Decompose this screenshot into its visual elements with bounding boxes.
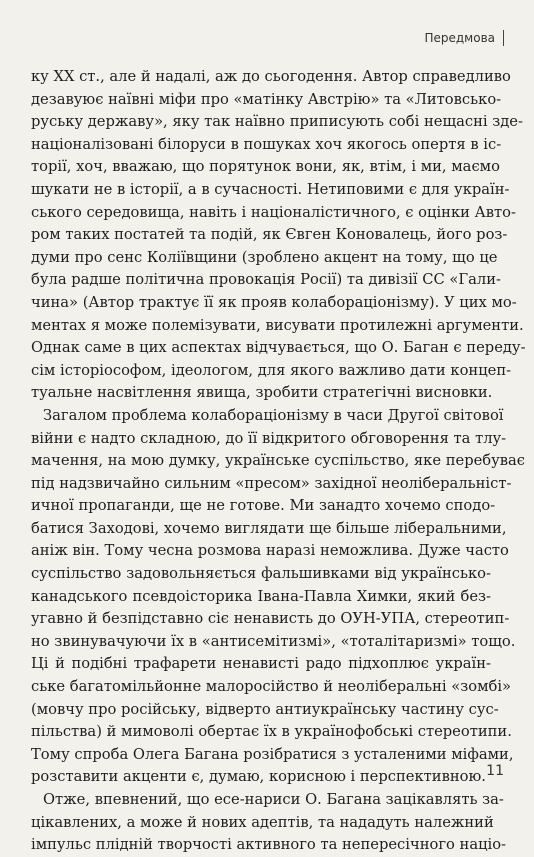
text-line: під надзвичайно сильним «пресом» західної неоліберальніст- <box>31 474 512 492</box>
text-line: Отже, впевнений, що есе-нариси О. Багана зацікавлять за- <box>43 791 504 808</box>
text-line: Ці й подібні трафарети ненависті радо підхоплює україн- <box>31 655 491 673</box>
text-line: Загалом проблема колабораціонізму в часи Другої світової <box>43 406 504 424</box>
text-line: мачення, на мою думку, українське суспільство, яке перебуває <box>31 452 526 470</box>
text-line: війни є надто складною, до її відкритого обговорення та тлу- <box>31 429 507 447</box>
text-line: шукати не в історії, а в сучасності. Нетиповими є для україн- <box>31 180 510 198</box>
text-line: цікавлених, а може й нових адептів, та нададуть належний <box>31 813 494 831</box>
text-line: туальне насвітлення явища, зробити стратегічні висновки. <box>31 384 493 402</box>
text-line: сім історіософом, ідеологом, для якого важливо дати концеп- <box>31 361 512 379</box>
running-head: Передмова <box>424 30 504 46</box>
text-line: ське багатомільйонне малоросійство й неоліберальні «зомбі» <box>31 678 512 696</box>
text-line: батися Заходові, хочемо виглядати ще більше ліберальними, <box>31 519 507 537</box>
text-line: ку XX ст., але й надалі, аж до сьогодення. Автор справедливо <box>31 68 511 85</box>
text-line: була радше політична провокація Росії) та дивізії СС «Гали- <box>31 271 501 289</box>
text-line: ментах я може полемізувати, висувати протилежні аргументи. <box>31 316 524 334</box>
text-line: пільства) й мимоволі обертає їх в українофобські стереотипи. <box>31 723 512 741</box>
text-line: аніж він. Тому чесна розмова наразі неможлива. Дуже часто <box>31 542 509 560</box>
page-number: 11 <box>486 763 504 779</box>
text-line: ичної пропаганди, ще не готове. Ми занадто хочемо сподо- <box>31 497 496 515</box>
text-line: дезавуює наївні міфи про «матінку Австрію» та «Литовсько- <box>31 90 502 108</box>
text-line: ром таких постатей та подій, як Євген Коновалець, його роз- <box>31 226 508 244</box>
text-line: торії, хоч, вважаю, що порятунок вони, як, втім, і ми, маємо <box>31 158 500 176</box>
text-line: чина» (Автор трактує її як прояв колабораціонізму). У цих мо- <box>31 293 517 311</box>
text-line: но звинувачуючи їх в «антисемітизмі», «тоталітаризмі» тощо. <box>31 632 516 650</box>
text-line: націоналізовані білоруси в пошуках хоч якогось опертя в іс- <box>31 135 502 153</box>
text-line: Однак саме в цих аспектах відчувається, що О. Баган є переду- <box>31 339 526 357</box>
text-line: ського середовища, навіть і націоналістичного, є оцінки Авто- <box>31 203 516 221</box>
text-line: думи про сенс Коліївщини (зроблено акцент на тому, що це <box>31 248 498 266</box>
text-line: руську державу», яку так наївно приписують собі нещасні зде- <box>31 113 523 131</box>
text-line: канадського псевдоісторика Івана-Павла Химки, який без- <box>31 587 491 605</box>
text-line: угавно й безпідставно сіє ненависть до ОУН-УПА, стереотип- <box>31 610 510 628</box>
text-line: (мовчу про російську, відверто антиукраїнську частину сус- <box>31 700 499 718</box>
text-line: імпульс плідній творчості активного та непересічного націо- <box>31 836 507 854</box>
text-line: Тому спроба Олега Багана розібратися з усталеними міфами, <box>31 745 514 763</box>
text-line: суспільство задовольняється фальшивками від українсько- <box>31 565 491 583</box>
text-line: розставити акценти є, думаю, корисною і перспективною. <box>31 768 486 786</box>
